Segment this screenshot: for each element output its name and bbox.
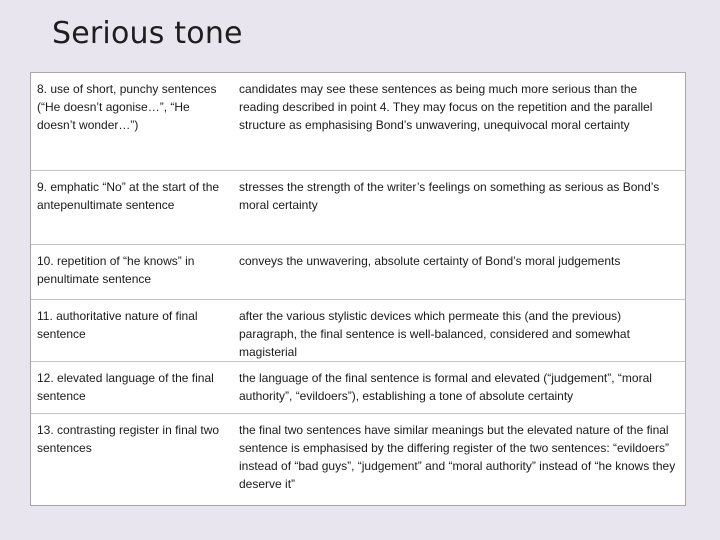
feature-cell: 11. authoritative nature of final sentence	[31, 299, 233, 361]
table-row	[31, 299, 685, 361]
comment-cell: the language of the final sentence is formal and elevated (“judgement”, “moral authority”, “evildoers”), establishing a tone of absolute certainty	[233, 361, 685, 413]
comment-cell: stresses the strength of the writer’s feelings on something as serious as Bond’s moral certainty	[233, 170, 685, 244]
feature-cell: 12. elevated language of the final sentence	[31, 361, 233, 413]
table-row	[31, 73, 685, 170]
table-row	[31, 413, 685, 505]
feature-cell: 10. repetition of “he knows” in penultimate sentence	[31, 244, 233, 299]
table-row	[31, 244, 685, 299]
page-title: Serious tone	[52, 16, 243, 51]
feature-cell: 9. emphatic “No” at the start of the antepenultimate sentence	[31, 170, 233, 244]
comment-cell: after the various stylistic devices which permeate this (and the previous) paragraph, the final sentence is well-balanced, considered and somewhat magisterial	[233, 299, 685, 361]
table-row	[31, 170, 685, 244]
feature-cell: 13. contrasting register in final two sentences	[31, 413, 233, 505]
comment-cell: conveys the unwavering, absolute certainty of Bond’s moral judgements	[233, 244, 685, 299]
comment-cell: candidates may see these sentences as being much more serious than the reading described in point 4. They may focus on the repetition and the parallel structure as emphasising Bond’s unwavering, unequivocal moral certainty	[239, 82, 653, 132]
feature-cell: 8. use of short, punchy sentences (“He doesn’t agonise…”, “He doesn’t wonder…”)	[37, 82, 217, 132]
analysis-table	[30, 72, 686, 506]
comment-cell: the final two sentences have similar meanings but the elevated nature of the final sentence is emphasised by the differing register of the two sentences: “evildoers” instead of “bad guys”, “judgement” and “moral authority” instead of “he knows they deserve it”	[233, 413, 685, 505]
analysis-table-grid	[31, 73, 685, 505]
table-row	[31, 361, 685, 413]
